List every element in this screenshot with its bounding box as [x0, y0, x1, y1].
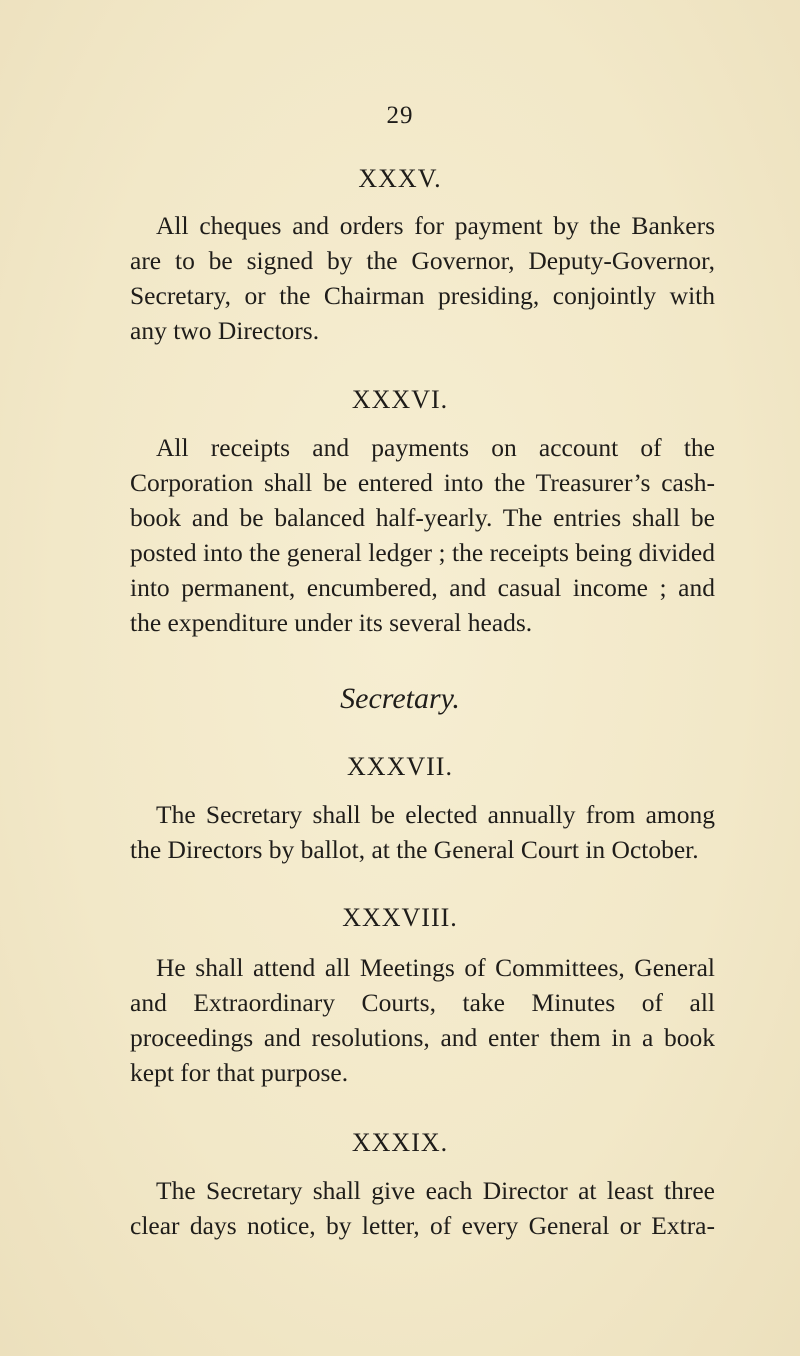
article-text: The Secretary shall be elected annually from among the Directors by ballot, at the General Court in October. — [130, 800, 715, 864]
article-body — [130, 430, 715, 640]
article-heading: XXXVII. — [347, 752, 453, 781]
article-text: He shall attend all Meetings of Committees, General and Extraordinary Courts, take Minutes of all proceedings and resolutions, and enter them in a book kept for that purpose. — [130, 953, 715, 1087]
article-body — [130, 950, 715, 1090]
article-text: The Secretary shall give each Director at least three clear days notice, by letter, of every General or Extra- — [130, 1176, 715, 1240]
article-heading: XXXV. — [358, 164, 442, 193]
article-heading: XXXVIII. — [342, 903, 458, 932]
article-body — [130, 797, 715, 867]
article-body — [130, 208, 715, 348]
article-text: All cheques and orders for payment by the Bankers are to be signed by the Governor, Deputy-Governor, Secretary, or the Chairman presiding, conjointly with any two Directors. — [130, 211, 715, 345]
section-title: Secretary. — [340, 682, 460, 715]
article-body — [130, 1173, 715, 1243]
page-number: 29 — [386, 102, 414, 129]
article-text: All receipts and payments on account of the Corporation shall be entered into the Treasurer’s cash-book and be balanced half-yearly. The entries shall be posted into the general ledger ; the receipts being divided into permanent, encumbered, and casual income ; and the expenditure under its several heads. — [130, 433, 715, 637]
article-heading: XXXVI. — [351, 385, 449, 414]
article-heading: XXXIX. — [351, 1128, 449, 1157]
